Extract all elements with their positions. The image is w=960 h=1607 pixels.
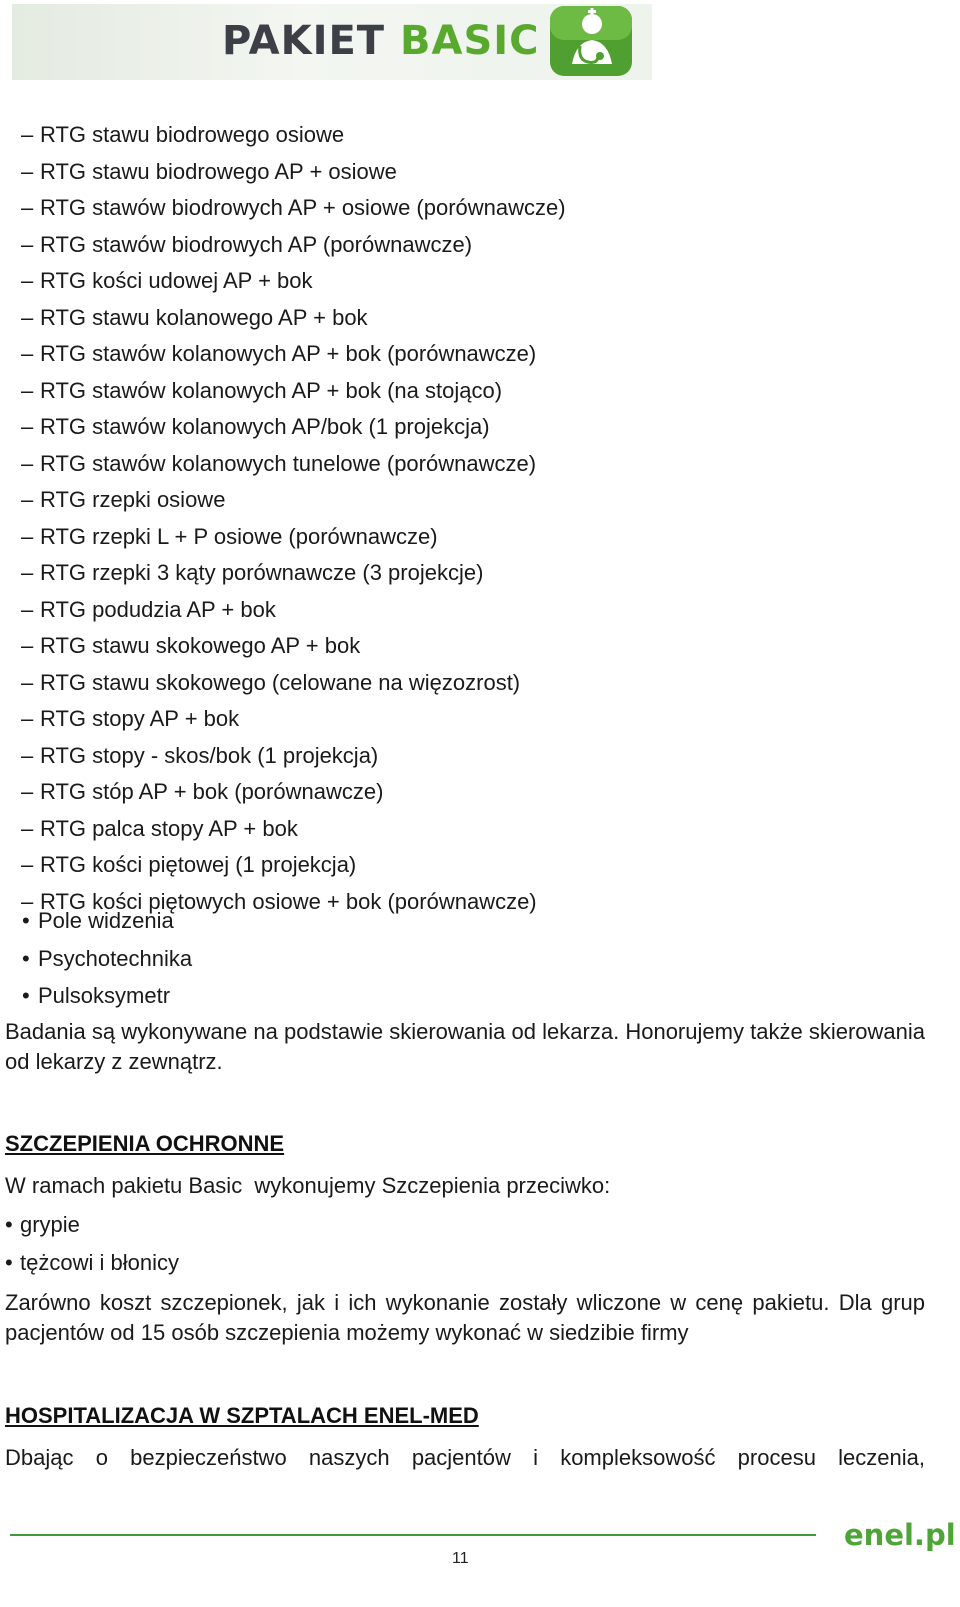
list-item: – RTG stóp AP + bok (porównawcze) <box>21 779 384 804</box>
hospital-paragraph: Dbając o bezpieczeństwo naszych pacjentów i kompleksowość procesu leczenia, <box>5 1445 925 1470</box>
list-item: – RTG stawów biodrowych AP + osiowe (porównawcze) <box>21 195 566 220</box>
list-item: – RTG kości udowej AP + bok <box>21 268 313 293</box>
list-item: – RTG rzepki osiowe <box>21 487 226 512</box>
list-item: – RTG podudzia AP + bok <box>21 596 276 622</box>
vaccines-list <box>0 1206 179 1281</box>
list-item: – RTG stawów kolanowych AP + bok (na stojąco) <box>21 377 503 403</box>
hospital-heading: HOSPITALIZACJA W SZPTALACH ENEL-MED <box>5 1403 479 1428</box>
list-item: – RTG stopy - skos/bok (1 projekcja) <box>21 742 379 768</box>
list-item: • Pulsoksymetr <box>22 983 171 1008</box>
banner-word-basic: BASIC <box>400 18 540 64</box>
list-item: • Psychotechnika <box>22 945 193 971</box>
referral-paragraph: Badania są wykonywane na podstawie skierowania od lekarza. Honorujemy także skierowania od lekarzy z zewnątrz. <box>5 1019 925 1074</box>
page-number: 11 <box>452 1550 469 1567</box>
vaccines-note: Zarówno koszt szczepionek, jak i ich wykonanie zostały wliczone w cenę pakietu. Dla grup pacjentów od 15 osób szczepienia możemy wykonać w siedzibie firmy <box>5 1290 925 1345</box>
list-item: – RTG kości piętowych osiowe + bok (porównawcze) <box>21 888 537 914</box>
list-item: – RTG stawu biodrowego osiowe <box>21 122 345 147</box>
list-item: – RTG stawów biodrowych AP (porównawcze) <box>21 231 473 257</box>
footer-divider <box>10 1534 816 1536</box>
list-item: – RTG stawów kolanowych AP/bok (1 projekcja) <box>21 414 490 439</box>
banner-title <box>222 18 540 64</box>
vaccines-heading: SZCZEPIENIA OCHRONNE <box>5 1131 285 1156</box>
list-item: – RTG stawu biodrowego AP + osiowe <box>21 158 397 184</box>
list-item: – RTG palca stopy AP + bok <box>21 815 298 841</box>
list-item: – RTG stawów kolanowych AP + bok (porównawcze) <box>21 341 537 366</box>
banner-word-pakiet: PAKIET <box>222 18 386 64</box>
list-item: – RTG kości piętowej (1 projekcja) <box>21 852 357 877</box>
list-item: – RTG stawu skokowego (celowane na więzozrost) <box>21 669 521 695</box>
list-item: – RTG stopy AP + bok <box>21 706 240 731</box>
list-item: • tężcowi i błonicy <box>5 1249 179 1275</box>
rtg-exam-list <box>0 117 566 920</box>
list-item: – RTG stawów kolanowych tunelowe (porównawcze) <box>21 450 537 476</box>
vaccines-intro: W ramach pakietu Basic wykonujemy Szczepienia przeciwko: <box>5 1173 611 1198</box>
list-item: – RTG stawu kolanowego AP + bok <box>21 304 368 330</box>
list-item: – RTG rzepki 3 kąty porównawcze (3 projekcje) <box>21 560 484 585</box>
extra-exam-list <box>0 902 192 1015</box>
list-item: • Pole widzenia <box>22 908 174 933</box>
enel-logo: enel.pl <box>844 1518 956 1552</box>
list-item: – RTG rzepki L + P osiowe (porównawcze) <box>21 523 438 549</box>
list-item: – RTG stawu skokowego AP + bok <box>21 633 361 658</box>
list-item: • grypie <box>5 1212 80 1237</box>
doctor-with-stethoscope-icon <box>548 2 640 78</box>
